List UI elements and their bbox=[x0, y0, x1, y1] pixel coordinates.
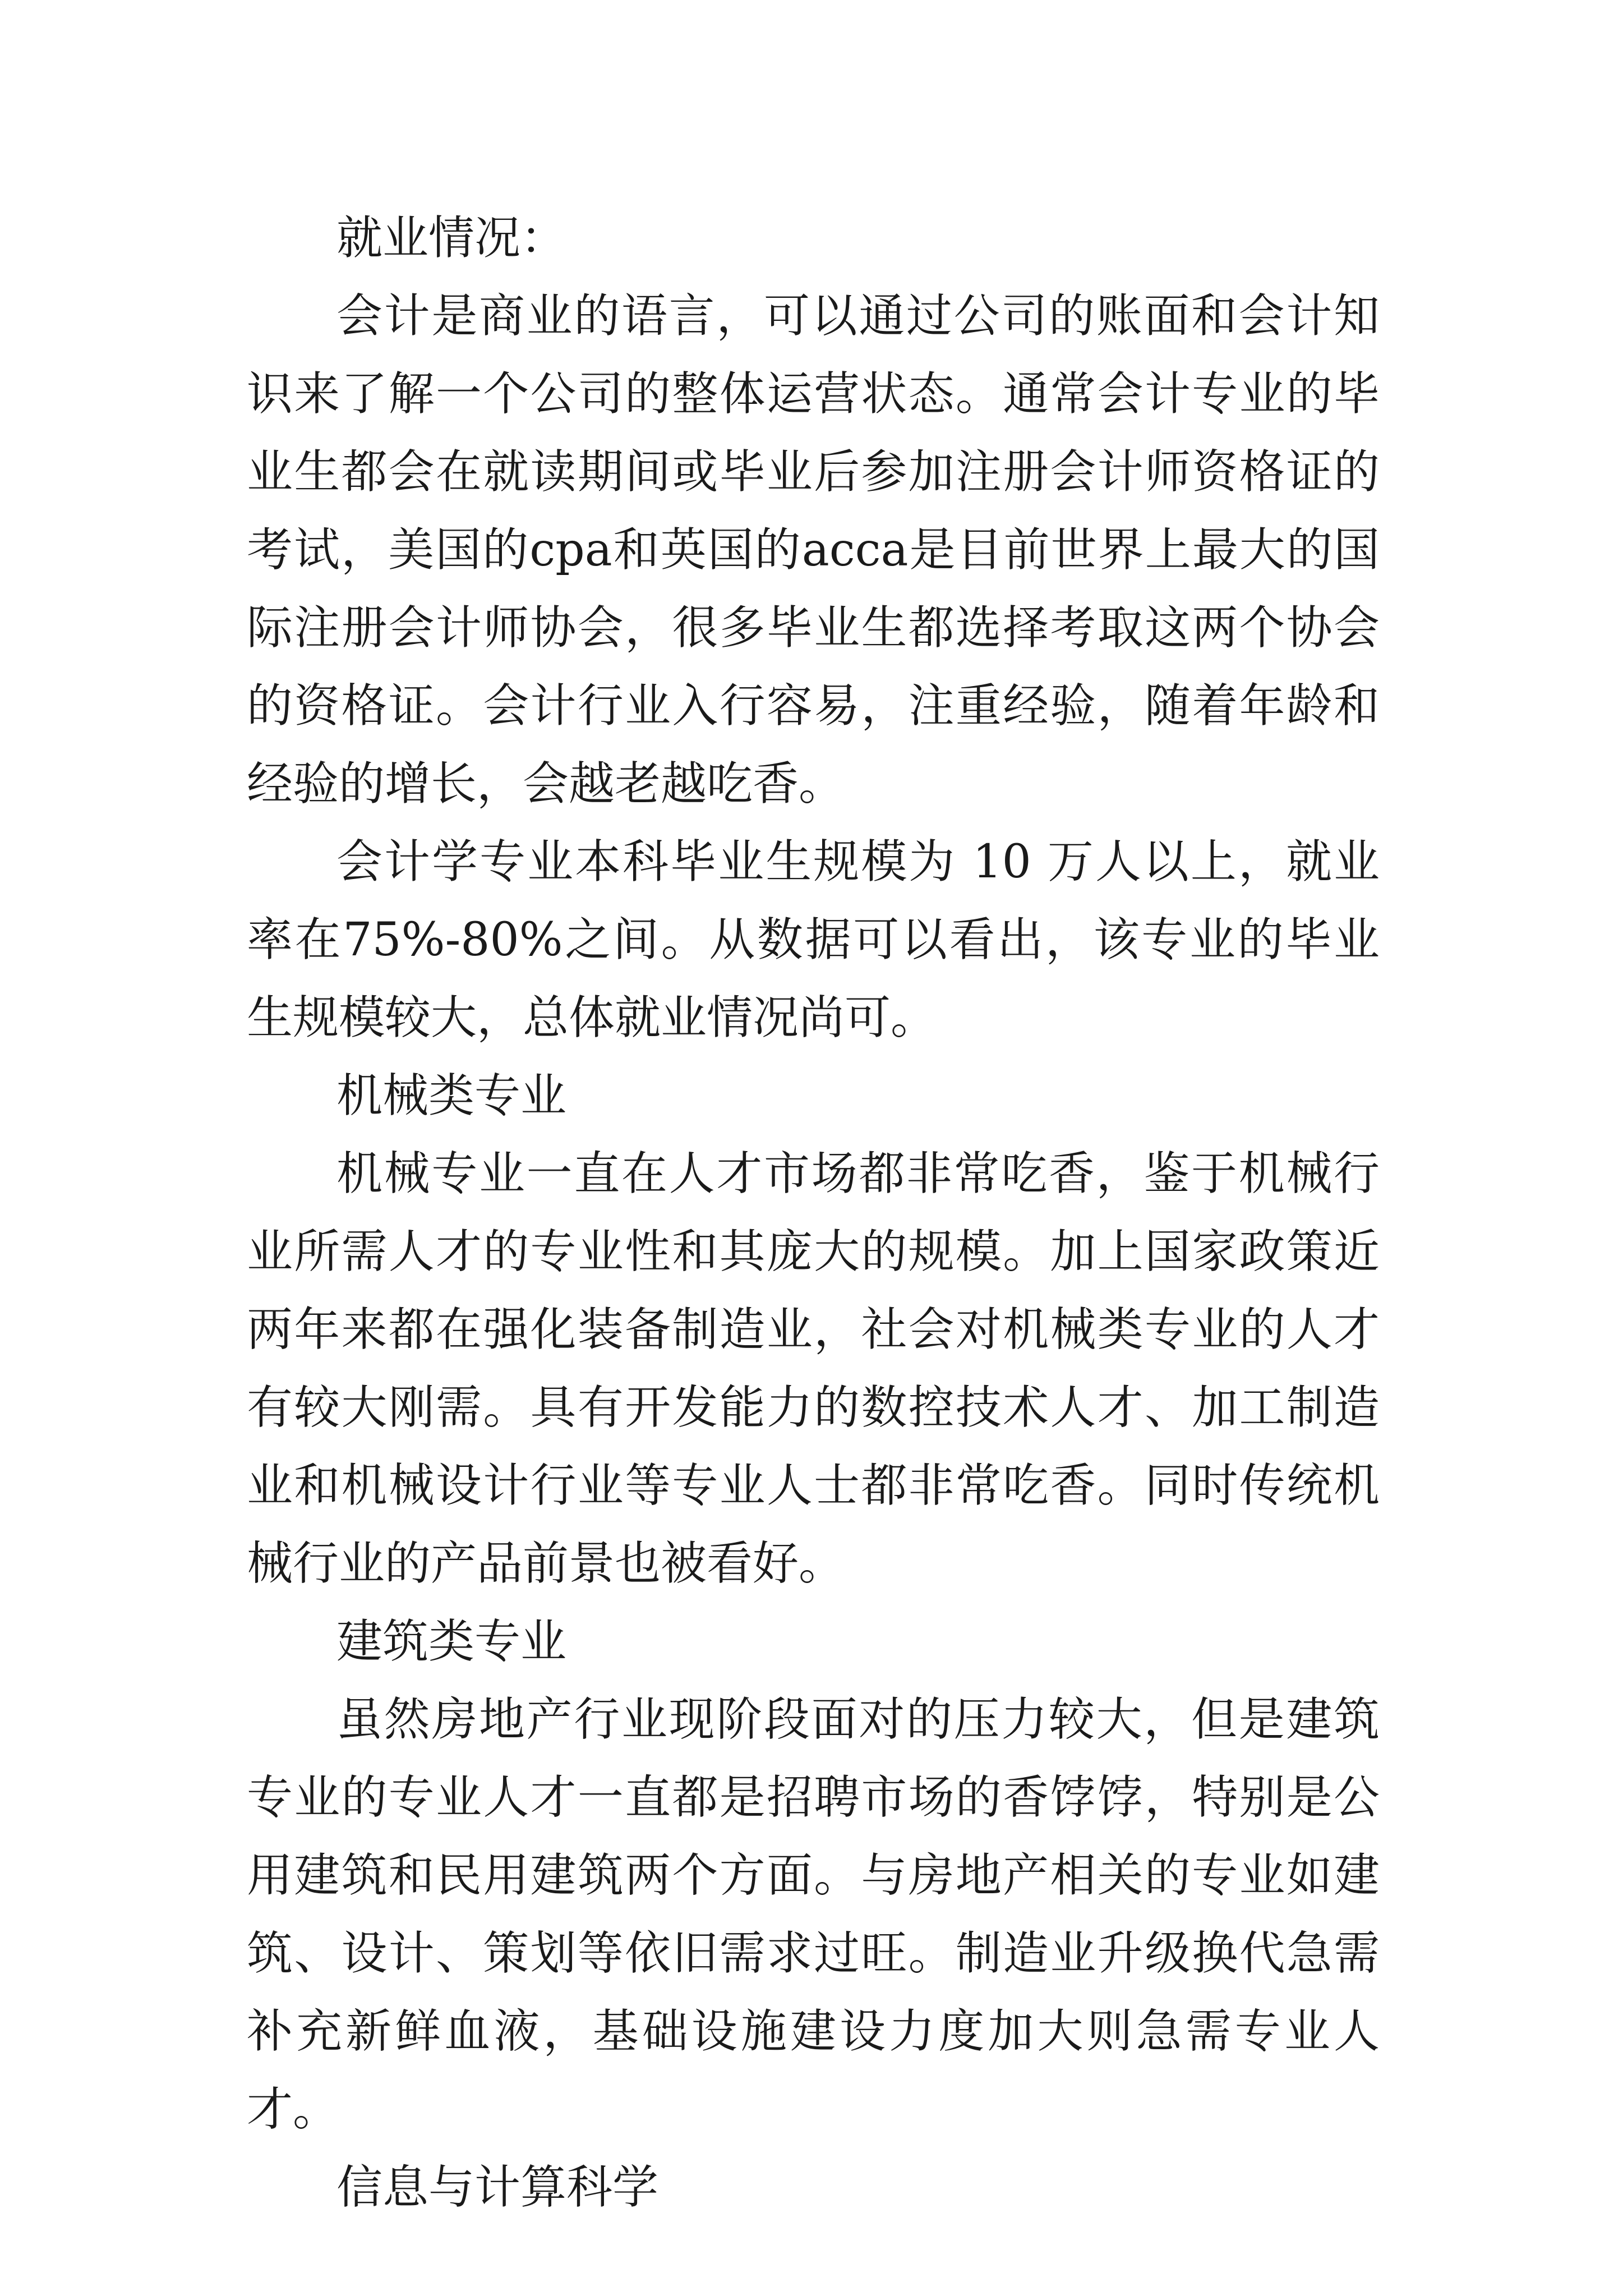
document-page bbox=[247, 199, 1380, 2226]
section-heading-mechanical: 机械类专业 bbox=[336, 1069, 567, 1122]
section-heading-information-computing: 信息与计算科学 bbox=[336, 2161, 659, 2214]
paragraph-mechanical: 机械专业一直在人才市场都非常吃香，鉴于机械行业所需人才的专业性和其庞大的规模。加上国家政策近两年来都在强化装备制造业，社会对机械类专业的人才有较大刚需。具有开发能力的数控技术人才、加工制造业和机械设计行业等专业人士都非常吃香。同时传统机械行业的产品前景也被看好。 bbox=[247, 1147, 1380, 1590]
paragraph-architecture: 虽然房地产行业现阶段面对的压力较大，但是建筑专业的专业人才一直都是招聘市场的香饽饽，特别是公用建筑和民用建筑两个方面。与房地产相关的专业如建筑、设计、策划等依旧需求过旺。制造业升级换代急需补充新鲜血液，基础设施建设力度加大则急需专业人才。 bbox=[247, 1693, 1380, 2136]
section-heading-architecture: 建筑类专业 bbox=[336, 1615, 567, 1668]
paragraph-accounting-intro: 会计是商业的语言，可以通过公司的账面和会计知识来了解一个公司的整体运营状态。通常会计专业的毕业生都会在就读期间或毕业后参加注册会计师资格证的考试，美国的cpa和英国的acca是目前世界上最大的国际注册会计师协会，很多毕业生都选择考取这两个协会的资格证。会计行业入行容易，注重经验，随着年龄和经验的增长，会越老越吃香。 bbox=[247, 289, 1380, 811]
section-heading-employment: 就业情况： bbox=[336, 211, 567, 265]
paragraph-accounting-stats: 会计学专业本科毕业生规模为 10 万人以上，就业率在75%-80%之间。从数据可以看出，该专业的毕业生规模较大，总体就业情况尚可。 bbox=[247, 835, 1380, 1045]
